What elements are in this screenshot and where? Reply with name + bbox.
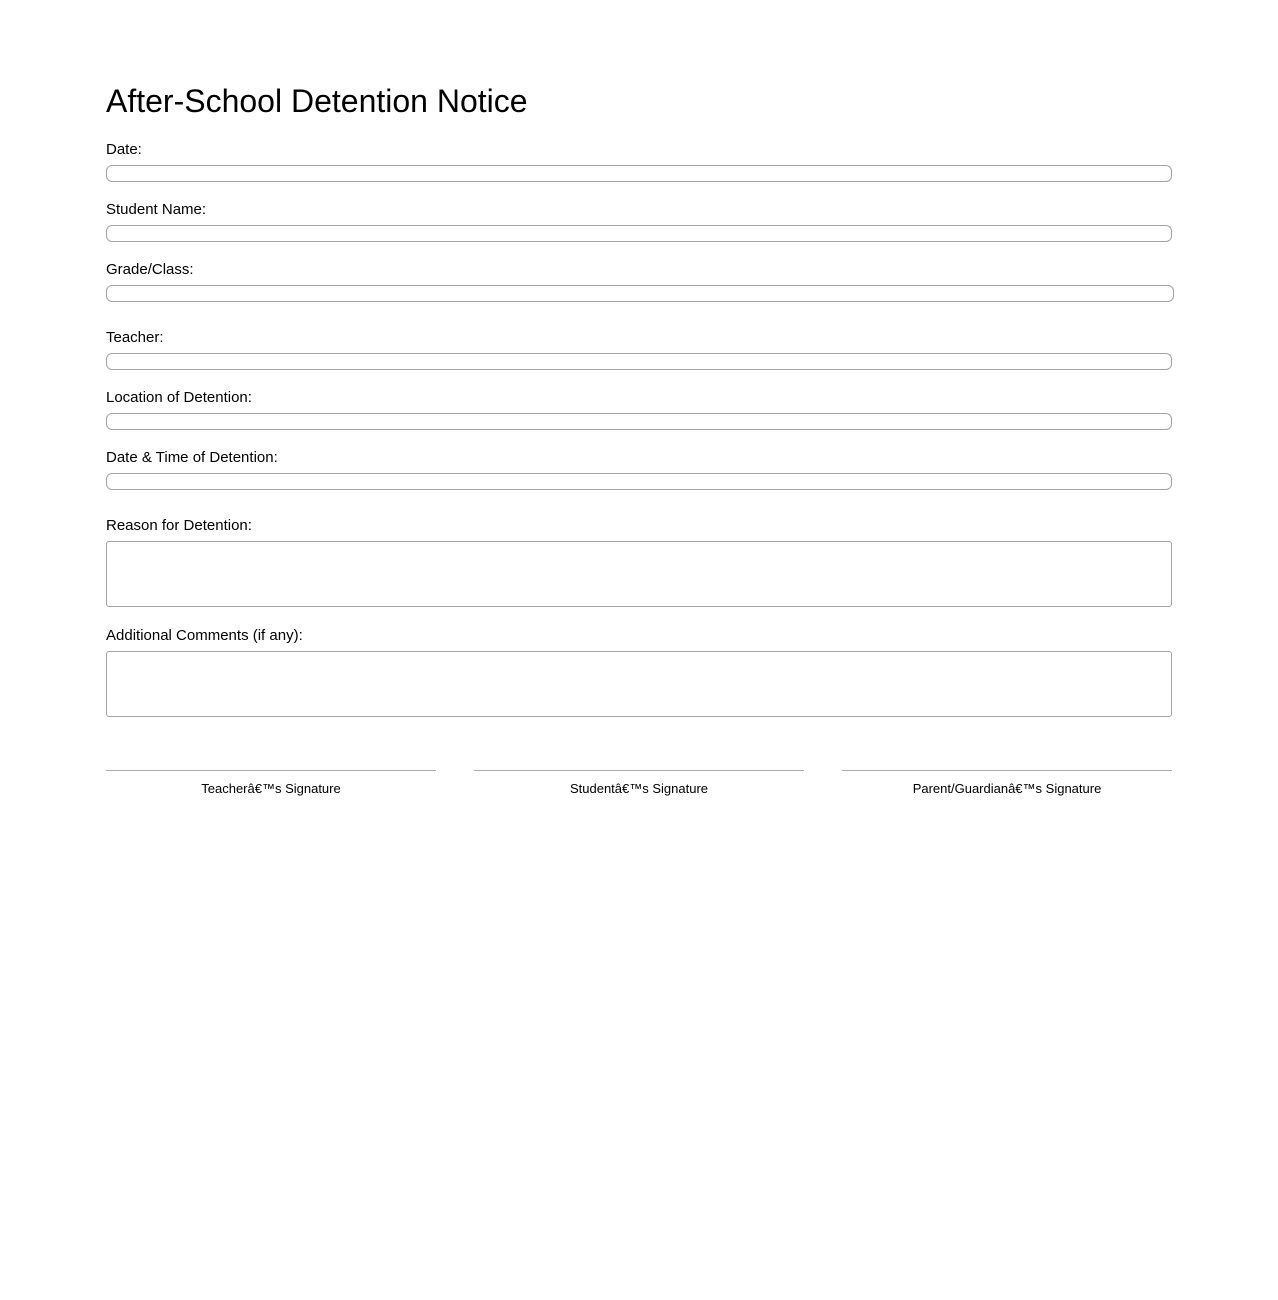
page-title: After-School Detention Notice	[106, 83, 528, 119]
label-location-of-detention: Location of Detention:	[106, 389, 252, 406]
grade-class-input[interactable]	[106, 285, 1174, 302]
label-date-time-of-detention: Date & Time of Detention:	[106, 449, 278, 466]
student-signature-caption: Studentâ€™s Signature	[569, 781, 709, 796]
field-group-teacher	[106, 329, 1172, 370]
field-group-date-time	[106, 449, 1172, 490]
teacher-signature-caption: Teacherâ€™s Signature	[201, 781, 341, 796]
signature-block-teacher	[106, 770, 436, 797]
additional-comments-textarea[interactable]	[106, 651, 1172, 717]
signature-row	[106, 770, 1172, 797]
student-signature-line	[474, 770, 804, 771]
label-additional-comments: Additional Comments (if any):	[106, 627, 303, 644]
field-group-grade-class	[106, 261, 1172, 302]
parent-guardian-signature-line	[842, 770, 1172, 771]
field-group-additional-comments	[106, 627, 1172, 717]
label-date: Date:	[106, 141, 142, 158]
date-input[interactable]	[106, 165, 1172, 182]
field-group-date	[106, 141, 1172, 182]
student-name-input[interactable]	[106, 225, 1172, 242]
signature-block-parent-guardian	[842, 770, 1172, 797]
field-group-student-name	[106, 201, 1172, 242]
teacher-input[interactable]	[106, 353, 1172, 370]
teacher-signature-line	[106, 770, 436, 771]
location-of-detention-input[interactable]	[106, 413, 1172, 430]
label-student-name: Student Name:	[106, 201, 207, 218]
field-group-location	[106, 389, 1172, 430]
field-group-reason	[106, 517, 1172, 607]
date-time-of-detention-input[interactable]	[106, 473, 1172, 490]
label-teacher: Teacher:	[106, 329, 164, 346]
reason-for-detention-textarea[interactable]	[106, 541, 1172, 607]
parent-guardian-signature-caption: Parent/Guardianâ€™s Signature	[912, 781, 1102, 796]
label-grade-class: Grade/Class:	[106, 261, 194, 278]
label-reason-for-detention: Reason for Detention:	[106, 517, 252, 534]
signature-block-student	[474, 770, 804, 797]
